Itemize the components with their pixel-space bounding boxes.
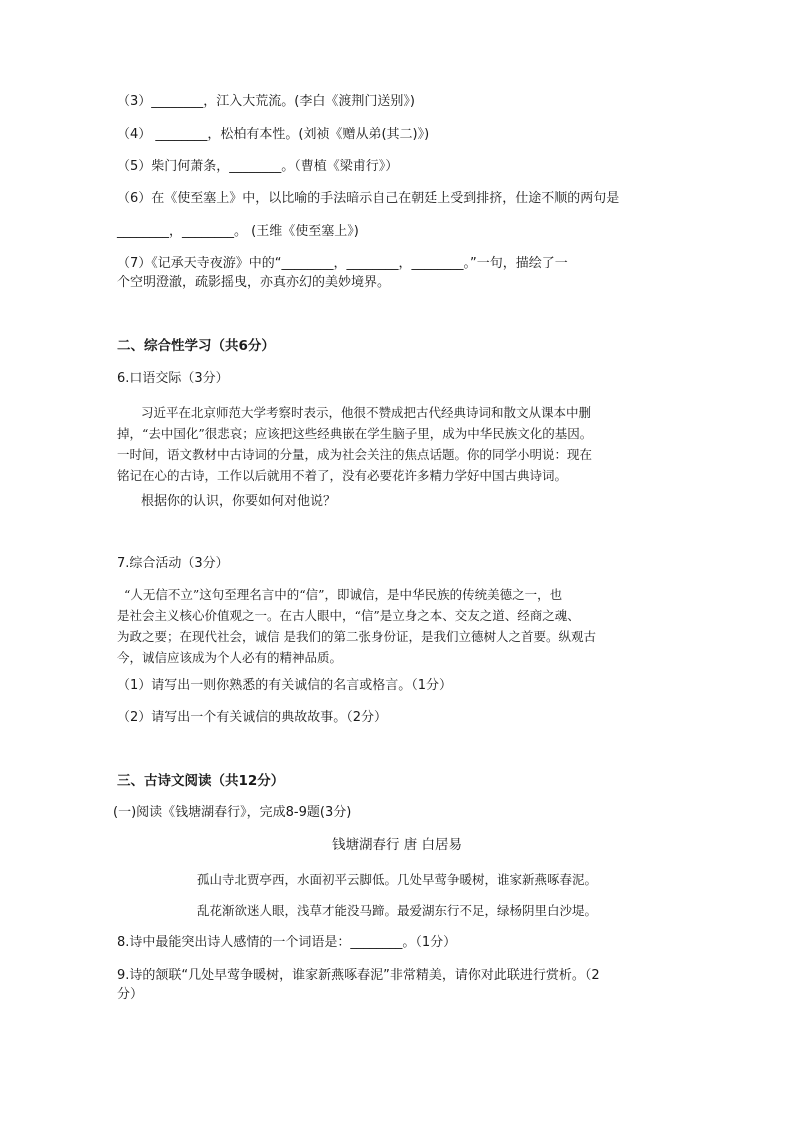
section-2-title: 二、综合性学习（共6分） (117, 338, 275, 354)
q6-passage-line-3: 一时间，语文教材中古诗词的分量，成为社会关注的焦点话题。你的同学小明说：现在 (117, 447, 593, 462)
q9-line-1: 9.诗的颔联“几处早莺争暖树，谁家新燕啄春泥”非常精美，请你对此联进行赏析。（2 (117, 968, 600, 983)
q6-passage-line-1: 习近平在北京师范大学考察时表示，他很不赞成把古代经典诗词和散文从课本中删 (141, 405, 592, 420)
reading-intro: (一)阅读《钱塘湖春行》，完成8-9题(3分) (113, 805, 352, 820)
q7-passage-line-3: 为政之要；在现代社会，诚信 是我们的第二张身份证，是我们立德树人之首要。纵观古 (117, 629, 596, 644)
q7-passage-line-2: 是社会主义核心价值观之一。在古人眼中，“信”是立身之本、交友之道、经商之魂、 (117, 608, 580, 623)
q6-prompt: 根据你的认识，你要如何对他说？ (141, 494, 337, 509)
q8: 8.诗中最能突出诗人感情的一个词语是：________。（1分） (117, 935, 457, 950)
fill-in-7-question: （7）《记承天寺夜游》中的“________，________，________。”一句，描绘了一 (117, 256, 568, 271)
fill-in-6-question: （6）在《使至塞上》中，以比喻的手法暗示自己在朝廷上受到排挤，仕途不顺的两句是 (117, 191, 620, 206)
q7-sub-question-1: （1）请写出一则你熟悉的有关诚信的名言或格言。（1分） (117, 678, 453, 693)
q7-title: 7.综合活动（3分） (117, 556, 229, 571)
fill-in-5: （5）柴门何萧条，________。（曹植《梁甫行》） (117, 159, 399, 174)
fill-in-4: （4） ________，松柏有本性。(刘祯《赠从弟(其二)》) (117, 127, 430, 142)
q6-passage-line-2: 掉，“去中国化”很悲哀；应该把这些经典嵌在学生脑子里，成为中华民族文化的基因。 (117, 426, 593, 441)
q6-title: 6.口语交际（3分） (117, 371, 229, 386)
q6-passage-line-4: 铭记在心的古诗，工作以后就用不着了，没有必要花许多精力学好中国古典诗词。 (117, 468, 568, 483)
fill-in-7-continued: 个空明澄澈，疏影摇曳，亦真亦幻的美妙境界。 (117, 275, 391, 290)
q9-line-2: 分） (117, 987, 144, 1002)
poem-line-2: 乱花渐欲迷人眼，浅草才能没马蹄。最爱湖东行不足，绿杨阴里白沙堤。 (196, 903, 597, 918)
q7-sub-question-2: （2）请写出一个有关诚信的典故故事。（2分） (117, 710, 388, 725)
q7-passage-line-1: “人无信不立”这句至理名言中的“信”，即诚信，是中华民族的传统美德之一，也 (124, 587, 563, 602)
poem-title: 钱塘湖春行 唐 白居易 (331, 837, 463, 853)
fill-in-3: （3）________，江入大荒流。(李白《渡荆门送别》) (117, 94, 415, 109)
fill-in-6-blanks: ________，________。 (王维《使至塞上》) (117, 224, 359, 239)
poem-line-1: 孤山寺北贾亭西，水面初平云脚低。几处早莺争暖树，谁家新燕啄春泥。 (196, 872, 597, 887)
section-3-title: 三、古诗文阅读（共12分） (117, 773, 285, 789)
q7-passage-line-4: 今，诚信应该成为个人必有的精神品质。 (117, 650, 343, 665)
